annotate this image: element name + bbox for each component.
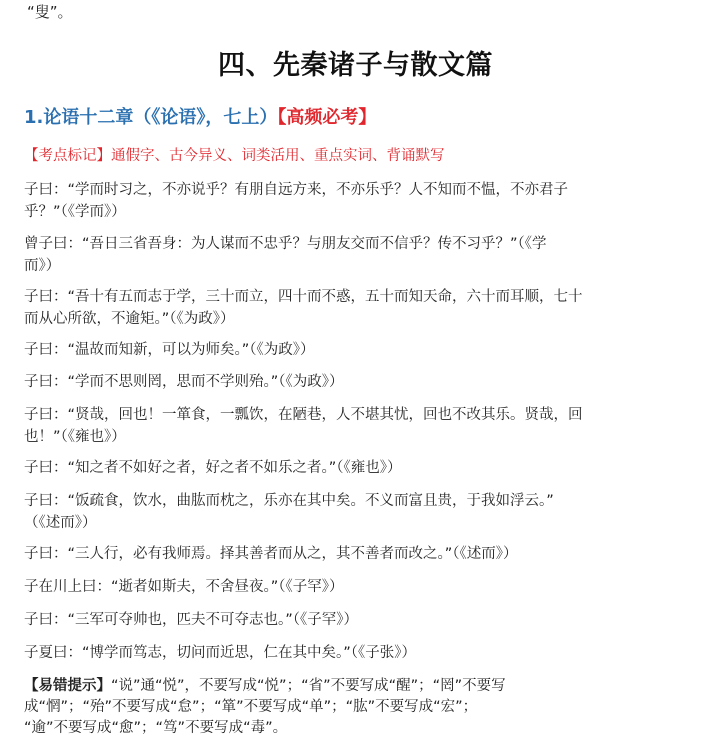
quote-line: 子曰：“饭疏食，饮水，曲肱而枕之，乐亦在其中矣。不义而富且贵，于我如浮云。” [24,493,554,509]
tip-line-2: 成“惘”；“殆”不要写成“怠”；“箪”不要写成“单”；“肱”不要写成“宏”； [24,699,478,715]
quote-line: 子夏曰：“博学而笃志，切问而近思，仁在其中矣。”（《子张》） [24,645,417,661]
tip-line-3: “逾”不要写成“愈”；“笃”不要写成“毒”。 [24,720,288,736]
quote-line: （《述而》） [24,515,97,531]
quote-line: 而从心所欲，不逾矩。”（《为政》） [24,311,235,327]
quote-line: 子曰：“学而时习之，不亦说乎？有朋自远方来，不亦乐乎？人不知而不愠，不亦君子 [24,182,569,198]
quote-paragraph-4 [24,339,664,361]
high-frequency-tag: 【高频必考】 [277,107,377,128]
quote-line: 子曰：“三军可夺帅也，匹夫不可夺志也。”（《子罕》） [24,612,359,628]
quote-paragraph-12 [24,642,664,664]
chapter-title: 1.论语十二章（《论语》，七上） [24,107,278,128]
quote-line: 而》） [24,258,61,274]
quote-line: 子曰：“贤哉，回也！一箪食，一瓢饮，在陋巷，人不堪其忧，回也不改其乐。贤哉，回 [24,407,583,423]
quote-line: 子曰：“学而不思则罔，思而不学则殆。”（《为政》） [24,374,344,390]
quote-paragraph-10 [24,576,664,598]
quote-line: 也！”（《雍也》） [24,429,126,445]
quote-line: 乎？”（《学而》） [24,204,126,220]
quote-paragraph-2 [24,233,664,277]
quote-paragraph-6 [24,404,664,448]
quote-paragraph-7 [24,457,664,479]
chapter-heading [24,104,376,132]
quote-paragraph-1 [24,179,664,223]
quote-line: 子曰：“温故而知新，可以为师矣。”（《为政》） [24,342,315,358]
tip-text: “说”通“悦”，不要写成“悦”；“省”不要写成“醒”；“罔”不要写 [111,678,506,694]
section-title: 四、先秦诸子与散文篇 [218,50,493,81]
quote-paragraph-8 [24,490,664,534]
quote-line: 子曰：“知之者不如好之者，好之者不如乐之者。”（《雍也》） [24,460,402,476]
quote-paragraph-5 [24,371,664,393]
exam-points-note: 【考点标记】通假字、古今异义、词类活用、重点实词、背诵默写 [24,148,445,164]
quote-paragraph-3 [24,286,664,330]
quote-paragraph-9 [24,543,664,565]
previous-page-fragment: “叟”。 [27,3,73,21]
error-tip-tag: 【易错提示】 [24,678,111,694]
quote-line: 子曰：“三人行，必有我师焉。择其善者而从之，其不善者而改之。”（《述而》） [24,546,518,562]
tip-line-1 [24,676,674,697]
quote-line: 子曰：“吾十有五而志于学，三十而立，四十而不惑，五十而知天命，六十而耳顺，七十 [24,289,583,305]
quote-paragraph-11 [24,609,664,631]
error-tip-paragraph [24,676,674,739]
quote-line: 子在川上曰：“逝者如斯夫，不舍昼夜。”（《子罕》） [24,579,344,595]
quote-line: 曾子曰：“吾日三省吾身：为人谋而不忠乎？与朋友交而不信乎？传不习乎？”（《学 [24,236,547,252]
